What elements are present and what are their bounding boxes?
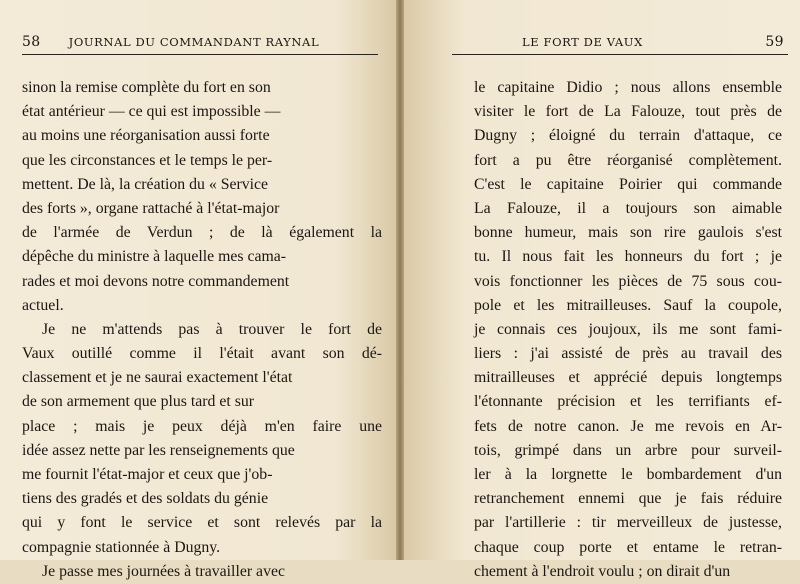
text-line: tiens des gradés et des soldats du génie [22,490,269,508]
text-line: liers : j'ai assisté de près au travail des [474,345,782,363]
text-line: place ; mais je peux déjà m'en faire une [22,417,382,435]
text-line: que les circonstances et le temps le per- [22,151,273,169]
right-header-rule [452,54,788,55]
text-line: dépêche du ministre à laquelle mes cama- [22,248,287,266]
text-line: classement et je ne saurai exactement l'état [22,369,293,387]
text-line: pole et les mitrailleuses. Sauf la coupole, [474,296,782,314]
left-header-rule [22,54,378,55]
text-line: sinon la remise complète du fort en son [22,79,271,96]
text-line: état antérieur — ce qui est impossible — [22,103,281,121]
text-line: visiter le fort de La Falouze, tout près de [474,103,782,121]
text-line: fort a pu être réorganisé complètement. [474,151,782,169]
text-line: fets de notre canon. Je me revois en Ar- [474,417,782,435]
left-body-text [22,76,382,584]
text-line: mettent. De là, la création du « Service [22,175,269,193]
text-line: le capitaine Didio ; nous allons ensemble [474,79,782,96]
text-line: retranchement ennemi que je fais réduire [474,490,782,508]
text-line: compagnie stationnée à Dugny. [22,538,221,556]
text-line: me fournit l'état-major et ceux que j'ob- [22,466,273,483]
right-running-header [452,34,784,54]
text-line: Je ne m'attends pas à trouver le fort de [42,320,382,338]
text-line: l'étonnante précision et les terrifiants ef- [474,393,782,411]
text-line: ler à la lorgnette le bombardement d'un [474,466,782,483]
text-line: vois fonctionner les pièces de 75 sous cou- [474,272,782,290]
text-line: tu. Il nous fait les honneurs du fort ; je [474,248,782,266]
text-line: je connais ces joujoux, ils me sont fami- [474,320,782,338]
text-line: La Falouze, il a toujours son aimable [474,199,782,217]
left-page [0,0,396,580]
text-line: chaque coup porte et entame le retran- [474,538,782,556]
text-line: par l'artillerie : tir merveilleux de justesse, [474,514,782,532]
right-running-title: LE FORT DE VAUX [522,35,643,49]
right-page-number: 59 [765,34,784,50]
text-line: qui y font le service et sont relevés par la [22,514,382,532]
text-line: Vaux outillé comme il l'était avant son dé- [22,345,382,363]
left-running-title: JOURNAL DU COMMANDANT RAYNAL [68,35,320,49]
text-line: des forts », organe rattaché à l'état-major [22,199,280,217]
right-page [404,0,800,580]
text-line: rades et moi devons notre commandement [22,272,290,290]
book-gutter [396,0,404,560]
text-line: tois, grimpé dans un arbre pour surveil- [474,441,782,459]
text-line: idée assez nette par les renseignements que [22,441,295,459]
left-page-number: 58 [22,34,41,50]
text-line: bonne humeur, mais son rire gaulois s'est [474,224,782,242]
text-line: de son armement que plus tard et sur [22,393,255,411]
right-body-text [474,76,782,584]
text-line: Je passe mes journées à travailler avec [42,562,285,580]
text-line: mitrailleuses et apprécié depuis longtemps [474,369,782,387]
text-line: de l'armée de Verdun ; de là également la [22,224,382,242]
text-line: actuel. [22,296,64,314]
text-line: au moins une réorganisation aussi forte [22,127,270,145]
text-line: C'est le capitaine Poirier qui commande [474,175,782,193]
text-line: chement à l'endroit voulu ; on dirait d'un [474,562,731,580]
left-running-header [22,34,378,54]
text-line: Dugny ; éloigné du terrain d'attaque, ce [474,127,782,145]
